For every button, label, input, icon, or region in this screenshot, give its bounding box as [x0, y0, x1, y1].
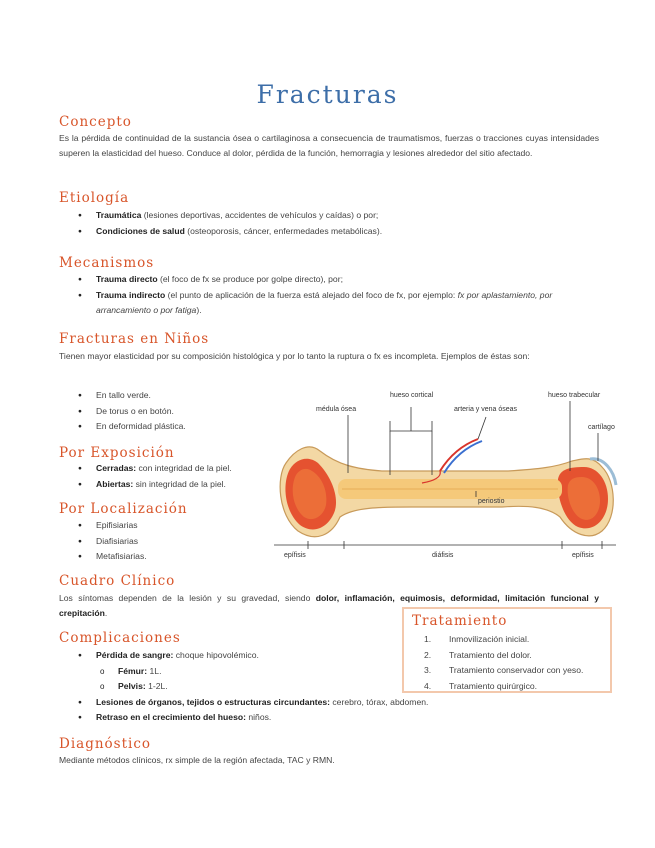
list-item: ● Traumática (lesiones deportivas, accidentes de vehículos y caídas) o por;: [78, 208, 608, 224]
list-item: 4. Tratamiento quirúrgico.: [424, 680, 538, 691]
list-item: ● Abiertas: sin integridad de la piel.: [78, 477, 278, 493]
concepto-text: Es la pérdida de continuidad de la sustancia ósea o cartilaginosa a consecuencia de traumatismos, fuerzas o tracciones cuyas intensidades superen la elasticidad del hueso. Conduce al dolor, pérdida de la función, hemorragia y lesiones alrededor del sitio afectado.: [59, 133, 599, 158]
exposicion-list: [78, 461, 278, 492]
label-arteria: arteria y vena óseas: [454, 406, 518, 413]
page-title: Fracturas: [256, 80, 399, 109]
diagnostico-heading: Diagnóstico: [59, 736, 152, 752]
ninos-list: [78, 388, 278, 435]
list-item: 2. Tratamiento del dolor.: [424, 649, 532, 660]
ninos-text: Tienen mayor elasticidad por su composición histológica y por lo tanto la ruptura o fx es incompleta. Ejemplos de éstas son:: [59, 351, 530, 361]
label-epifisis-left: epífisis: [284, 552, 306, 559]
bone-diagram: [272, 385, 618, 565]
localizacion-list: [78, 518, 278, 565]
list-item: ● Trauma indirecto (el punto de aplicación de la fuerza está alejado del foco de fx, por ejemplo: fx por aplastamiento, por arrancamiento o por fatiga).: [78, 288, 608, 319]
list-item: o Pelvis: 1-2L.: [100, 681, 168, 691]
list-item: ● Metafisiarias.: [78, 549, 278, 565]
complicaciones-heading: Complicaciones: [59, 630, 181, 646]
tratamiento-box: [402, 607, 612, 693]
etiologia-list: [78, 208, 608, 239]
tratamiento-heading: Tratamiento: [412, 613, 508, 629]
list-item: ● Lesiones de órganos, tejidos o estructuras circundantes: cerebro, tórax, abdomen.: [78, 695, 498, 711]
list-item: ● En tallo verde.: [78, 388, 278, 404]
list-item: ● Diafisiarias: [78, 534, 278, 550]
cuadro-text: Los síntomas dependen de la lesión y su gravedad, siendo dolor, inflamación, equimosis, deformidad, limitación funcional y crepitación.: [59, 593, 599, 618]
ninos-heading: Fracturas en Niños: [59, 331, 210, 347]
etiologia-heading: Etiología: [59, 190, 130, 206]
label-hueso-cortical: hueso cortical: [390, 392, 434, 399]
label-cartilago: cartílago: [588, 424, 615, 431]
cuadro-heading: Cuadro Clínico: [59, 573, 176, 589]
exposicion-heading: Por Exposición: [59, 445, 175, 461]
list-item: 3. Tratamiento conservador con yeso.: [424, 665, 584, 675]
label-epifisis-right: epífisis: [572, 552, 594, 559]
list-item: ● Retraso en el crecimiento del hueso: niños.: [78, 710, 498, 726]
mecanismos-heading: Mecanismos: [59, 255, 155, 271]
list-item: 1. Inmovilización inicial.: [424, 634, 530, 644]
list-item: ● De torus o en botón.: [78, 404, 278, 420]
diagnostico-text: Mediante métodos clínicos, rx simple de la región afectada, TAC y RMN.: [59, 755, 335, 765]
tratamiento-list: [424, 632, 583, 694]
label-diafisis: diáfisis: [432, 552, 454, 559]
concepto-heading: Concepto: [59, 114, 132, 130]
label-medula: médula ósea: [316, 406, 357, 413]
label-periostio: periostio: [478, 498, 505, 505]
list-item: ● Condiciones de salud (osteoporosis, cáncer, enfermedades metabólicas).: [78, 224, 608, 240]
list-item: ● Cerradas: con integridad de la piel.: [78, 461, 278, 477]
mecanismos-list: [78, 272, 608, 319]
label-hueso-trabecular: hueso trabecular: [548, 392, 601, 399]
list-item: ● Pérdida de sangre: choque hipovolémico.: [78, 648, 498, 664]
list-item: ● Epifisiarias: [78, 518, 278, 534]
list-item: ● En deformidad plástica.: [78, 419, 278, 435]
localizacion-heading: Por Localización: [59, 501, 188, 517]
list-item: ● Trauma directo (el foco de fx se produce por golpe directo), por;: [78, 272, 608, 288]
list-item: o Fémur: 1L.: [100, 665, 162, 676]
